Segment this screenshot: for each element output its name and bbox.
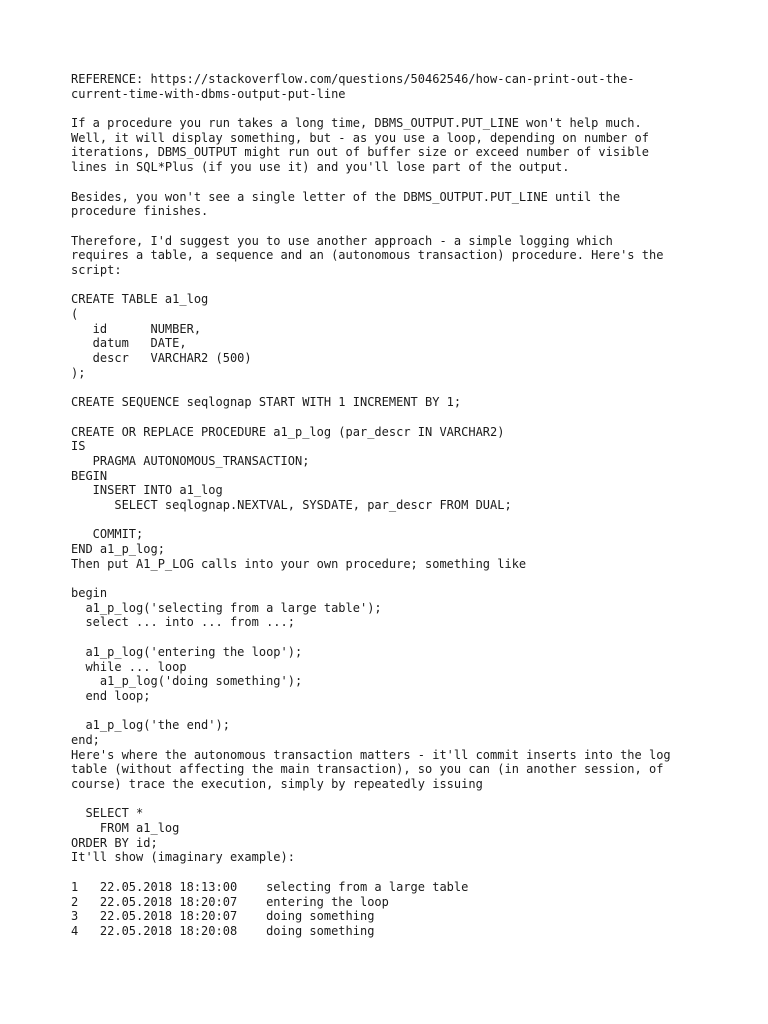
text-line: BEGIN (71, 468, 108, 483)
text-line: a1_p_log('selecting from a large table'); (71, 600, 382, 615)
text-line (71, 380, 751, 395)
text-line: lines in SQL*Plus (if you use it) and you'll lose part of the output. (71, 160, 570, 175)
text-line: IS (71, 439, 86, 454)
text-line (71, 865, 751, 880)
text-line: CREATE OR REPLACE PROCEDURE a1_p_log (par_descr IN VARCHAR2) (71, 424, 505, 439)
text-line: descr VARCHAR2 (500) (71, 351, 252, 366)
text-line: course) trace the execution, simply by repeatedly issuing (71, 777, 483, 791)
text-line: select ... into ... from ...; (71, 615, 295, 630)
text-line: FROM a1_log (71, 821, 180, 836)
text-line: Therefore, I'd suggest you to use another approach - a simple logging which (71, 233, 613, 248)
text-line: CREATE SEQUENCE seqlognap START WITH 1 INCREMENT BY 1; (71, 395, 462, 410)
text-line: If a procedure you run takes a long time, DBMS_OUTPUT.PUT_LINE won't help much. (71, 116, 642, 131)
text-line: a1_p_log('the end'); (71, 718, 230, 733)
text-line: END a1_p_log; (71, 542, 165, 556)
text-line: iterations, DBMS_OUTPUT might run out of buffer size or exceed number of visible (71, 145, 649, 160)
text-line (71, 219, 751, 234)
text-line: script: (71, 262, 122, 277)
text-line (71, 630, 751, 645)
text-line: 4 22.05.2018 18:20:08 doing something (71, 923, 375, 938)
text-line: ( (71, 307, 79, 321)
text-line: CREATE TABLE a1_log (71, 292, 209, 307)
text-line: procedure finishes. (71, 204, 209, 219)
text-line: It'll show (imaginary example): (71, 850, 295, 865)
text-line: current-time-with-dbms-output-put-line (71, 86, 346, 101)
text-line (71, 792, 751, 807)
text-line: id NUMBER, (71, 321, 202, 336)
text-line (71, 513, 751, 528)
text-line: Well, it will display something, but - as you use a loop, depending on number of (71, 130, 649, 145)
text-line: 1 22.05.2018 18:13:00 selecting from a large table (71, 879, 469, 894)
text-line: ); (71, 365, 86, 380)
text-line: table (without affecting the main transaction), so you can (in another session, of (71, 762, 664, 777)
text-line: 3 22.05.2018 18:20:07 doing something (71, 909, 375, 924)
text-line: ORDER BY id; (71, 835, 158, 850)
text-line: a1_p_log('entering the loop'); (71, 644, 303, 659)
text-line (71, 175, 751, 190)
text-line (71, 704, 751, 719)
text-line: end; (71, 732, 100, 747)
text-line: 2 22.05.2018 18:20:07 entering the loop (71, 894, 389, 909)
text-line (71, 278, 751, 293)
text-line: Then put A1_P_LOG calls into your own procedure; something like (71, 556, 527, 571)
text-line: SELECT * (71, 806, 144, 821)
text-line: begin (71, 586, 108, 601)
text-line: Here's where the autonomous transaction matters - it'll commit inserts into the log (71, 747, 671, 762)
text-line: COMMIT; (71, 527, 144, 542)
text-line: datum DATE, (71, 336, 187, 351)
text-line: while ... loop (71, 659, 187, 674)
text-line: a1_p_log('doing something'); (71, 674, 303, 689)
text-line (71, 571, 751, 586)
text-line: REFERENCE: https://stackoverflow.com/questions/50462546/how-can-print-out-the- (71, 72, 635, 86)
text-line: INSERT INTO a1_log (71, 483, 223, 498)
document-text (71, 72, 751, 939)
text-line: Besides, you won't see a single letter of the DBMS_OUTPUT.PUT_LINE until the (71, 189, 621, 204)
text-line: SELECT seqlognap.NEXTVAL, SYSDATE, par_descr FROM DUAL; (71, 497, 512, 512)
text-line: end loop; (71, 688, 151, 703)
text-line: requires a table, a sequence and an (autonomous transaction) procedure. Here's the (71, 248, 664, 263)
text-line (71, 101, 751, 116)
text-line: PRAGMA AUTONOMOUS_TRANSACTION; (71, 453, 310, 468)
text-line (71, 410, 751, 425)
